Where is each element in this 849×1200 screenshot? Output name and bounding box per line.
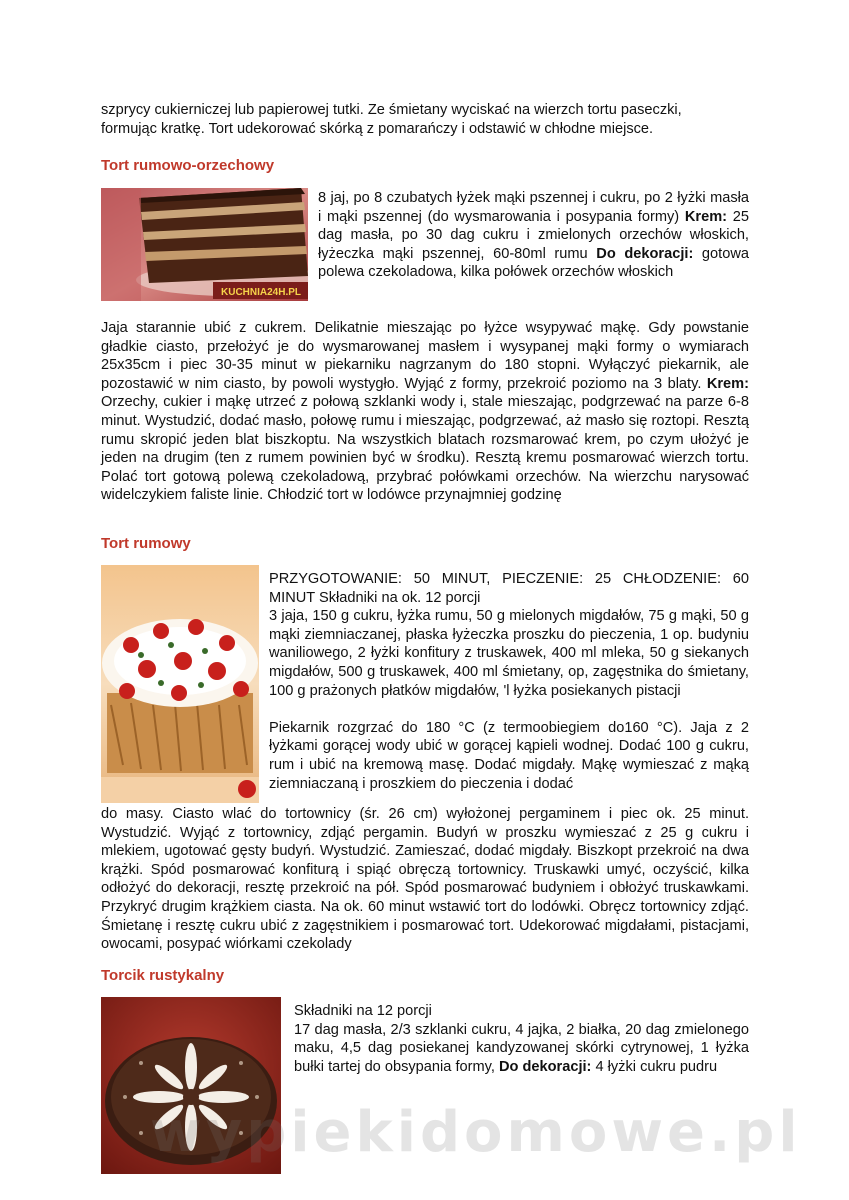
recipe-title-torcik-rustykalny: Torcik rustykalny: [101, 967, 225, 984]
recipe2-intro: [269, 570, 749, 793]
recipe1-krem-label: Krem:: [684, 208, 728, 225]
recipe1-method-b: Orzechy, cukier i mąkę utrzeć z połową szklanki wody i, stale mieszając, podgrzewać na parze 6-8 minut. Wystudzić, dodać masło, połowę rumu i mieszając, podgrzewać, aż masło się roztopi. Resztą rumu skropić jeden blat biszkoptu. Na wszystkich blatach rozsmarować krem, po czym ułożyć je jeden na drugim (ten z rumem powinien być w środku). Resztą kremu posmarować wierzch tortu. Polać tort gotową polewą czekoladową, przybrać połówkami orzechów. Na wierzchu narysować widelczykiem faliste linie. Chłodzić tort w lodówce przynajmniej godzinę: [101, 394, 749, 504]
cake-photo-rumowy: [101, 565, 259, 803]
recipe3-dekoracja-text: 4 łyżki cukru pudru: [591, 1058, 718, 1075]
recipe-title-rumowy: Tort rumowy: [101, 535, 191, 552]
recipe1-method-a: Jaja starannie ubić z cukrem. Delikatnie mieszając po łyżce wsypywać mąkę. Gdy powstanie gładkie ciasto, przełożyć je do wysmarowanej masłem i wysypanej mąki formy o wymiarach 25x35cm i piec 30-35 minut w piekarniku nagrzanym do 180 stopni. Wyłączyć piekarnik, ale pozostawić w nim ciasto, by powoli wystygło. Wyjąć z formy, przekroić poziomo na 3 blaty.: [101, 320, 749, 392]
intro-text: [101, 101, 749, 138]
cake-photo-torcik-rustykalny: [101, 997, 281, 1174]
intro-line-1: szprycy cukierniczej lub papierowej tutki. Ze śmietany wyciskać na wierzch tortu paseczki,: [101, 102, 682, 118]
recipe2-method-rest: [101, 805, 749, 954]
intro-line-2: formując kratkę. Tort udekorować skórką z pomarańczy i odstawić w chłodne miejsce.: [101, 120, 654, 137]
recipe1-ingredients: [318, 189, 749, 282]
recipe2-method-start: Piekarnik rozgrzać do 180 °C (z termoobiegiem do160 °C). Jaja z 2 łyżkami gorącej wody ubić w gorącej kąpieli wodnej. Dodać 100 g cukru, rum i ubić na kremową masę. Dodać migdały. Mąkę wymieszać z mąką ziemniaczaną i proszkiem do pieczenia i dodać: [269, 719, 749, 792]
recipe1-method: [101, 319, 749, 505]
recipe3-ingredients-base: 17 dag masła, 2/3 szklanki cukru, 4 jajka, 2 białka, 20 dag zmielonego maku, 4,5 dag posiekanej kandyzowanej skórki cytrynowej, 1 łyżka bułki tartej do obsypania formy,: [294, 1021, 749, 1075]
recipe2-method-rest-text: do masy. Ciasto wlać do tortownicy (śr. 26 cm) wyłożonej pergaminem i piec ok. 25 minut. Wystudzić. Wyjąć z tortownicy, zdjąć pergamin. Budyń w proszku wymieszać z 25 g cukru i mlekiem, ugotować gęsty budyń. Wystudzić. Zamieszać, dodać migdały. Biszkopt przekroić na dwa krążki. Spód posmarować konfiturą i spiąć obręczą tortownicy. Truskawki umyć, oczyścić, kilka odłożyć do dekoracji, resztę przekroić na pół. Spód posmarować budyniem i obłożyć truskawkami. Przykryć drugim krążkiem ciasta. Na ok. 60 minut wstawić tort do lodówki. Obręcz tortownicy zdjąć. Śmietanę i resztę cukru ubić z zagęstnikiem i posmarować tort. Udekorować migdałami, pistacjami, owocami, posypać wiórkami czekolady: [101, 806, 749, 953]
recipe3-ingredients-text: [294, 1021, 749, 1077]
cake-photo-rumowo-orzechowy: [101, 188, 308, 301]
recipe1-ingredients-base: 8 jaj, po 8 czubatych łyżek mąki pszennej i cukru, po 2 łyżki masła i mąki pszennej (do wysmarowania i posypania formy): [318, 190, 749, 225]
recipe2-prep: PRZYGOTOWANIE: 50 MINUT, PIECZENIE: 25 CHŁODZENIE: 60 MINUT Składniki na ok. 12 porcji: [269, 571, 749, 606]
recipe2-ingredients: 3 jaja, 150 g cukru, łyżka rumu, 50 g mielonych migdałów, 75 g mąki, 50 g mąki ziemniaczanej, płaska łyżeczka proszku do pieczenia, 1 op. budyniu waniliowego, 2 łyżki konfitury z truskawek, 400 ml mleka, 50 g siekanych migdałów, 500 g truskawek, 400 ml śmietany, op, zagęstnika do śmietany, 100 g prażonych płatków migdałów, 'l łyżka posiekanych pistacji: [269, 608, 749, 699]
recipe1-dekoracja-text: gotowa polewa czekoladowa, kilka połówek orzechów włoskich: [318, 245, 749, 281]
recipe1-dekoracja-label: Do dekoracji:: [596, 245, 694, 262]
recipe3-servings: Składniki na 12 porcji: [294, 1003, 432, 1019]
photo-logo-text: KUCHNIA24H.PL: [221, 287, 302, 298]
recipe3-dekoracja-label: Do dekoracji:: [498, 1058, 592, 1075]
recipe3-ingredients: [294, 1002, 749, 1076]
recipe1-method-krem-label: Krem:: [706, 375, 749, 392]
recipe-title-rumowo-orzechowy: Tort rumowo-orzechowy: [101, 157, 275, 174]
site-watermark: wypiekidomowe.pl: [150, 1100, 802, 1165]
recipe1-krem-text: 25 dag masła, po 30 dag cukru i zmielonych orzechów włoskich, łyżeczka mąki pszennej, 60-80ml rumu: [318, 208, 749, 262]
